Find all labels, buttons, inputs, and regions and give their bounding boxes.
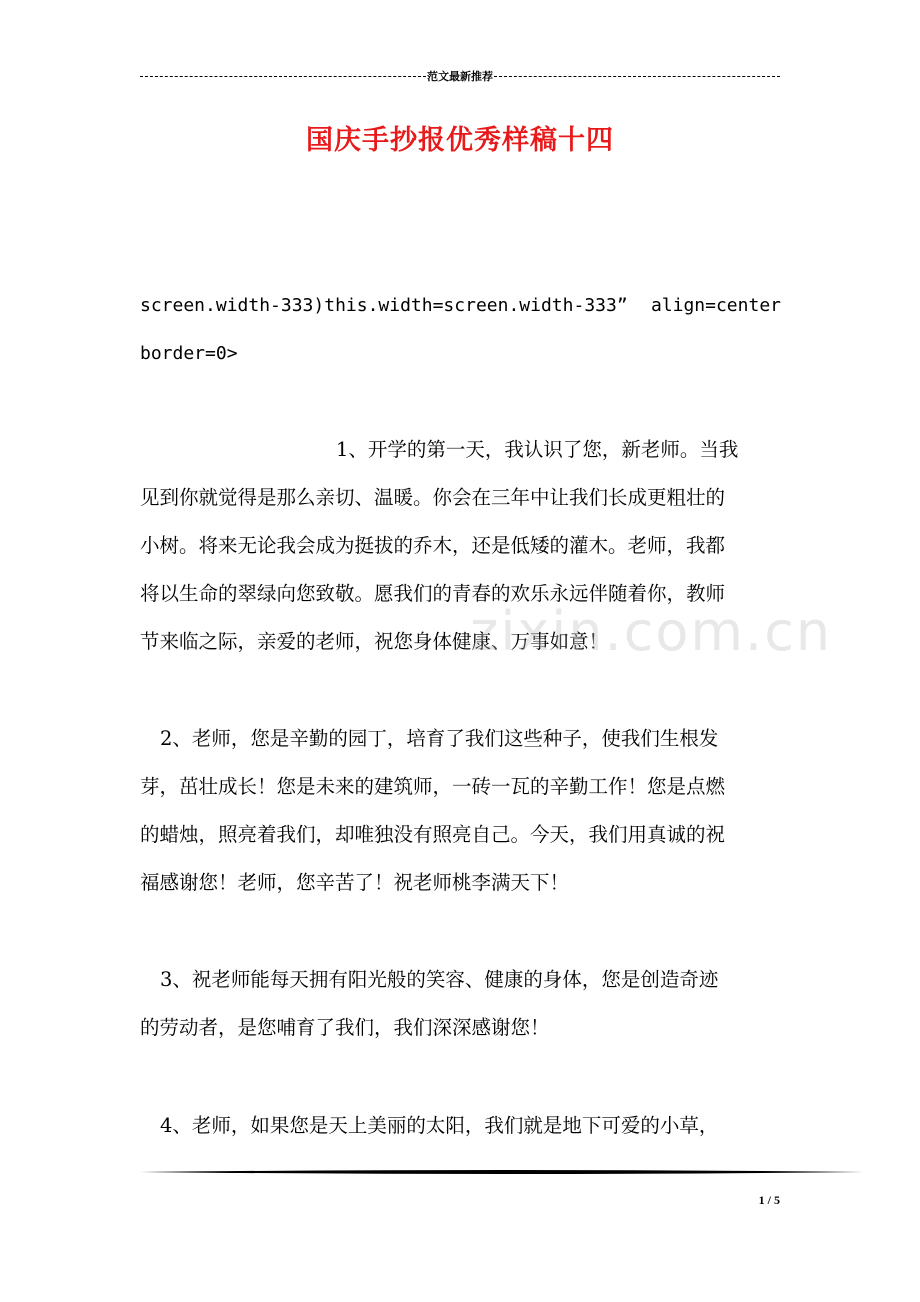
paragraph-line: 小树。将来无论我会成为挺拔的乔木，还是低矮的灌木。老师，我都: [140, 534, 726, 557]
code-line-1: [140, 282, 781, 330]
paragraph-line: 见到你就觉得是那么亲切、温暖。你会在三年中让我们长成更粗壮的: [140, 486, 726, 509]
paragraph-line: 1、开学的第一天，我认识了您，新老师。当我: [336, 438, 739, 461]
code-line-1-right: align=center: [650, 295, 781, 316]
paragraph-line: 芽，茁壮成长！您是未来的建筑师，一砖一瓦的辛勤工作！您是点燃: [140, 775, 726, 798]
footer-divider: [140, 1166, 864, 1178]
header-label: 范文最新推荐: [427, 70, 493, 83]
paragraph-line: 4、老师，如果您是天上美丽的太阳，我们就是地下可爱的小草，: [160, 1114, 719, 1137]
watermark: zixin.com.cn: [470, 600, 833, 663]
paragraph-line: 2、老师，您是辛勤的园丁，培育了我们这些种子，使我们生根发: [160, 727, 719, 750]
paragraph-line: 的蜡烛，照亮着我们，却唯独没有照亮自己。今天，我们用真诚的祝: [140, 823, 726, 846]
page-number: 1 / 5: [758, 1193, 780, 1207]
paragraph-line: 将以生命的翠绿向您致敬。愿我们的青春的欢乐永远伴随着你，教师: [140, 582, 726, 605]
document-title: 国庆手抄报优秀样稿十四: [306, 125, 614, 156]
paragraph-2: [140, 715, 781, 907]
paragraph-line: 的劳动者，是您哺育了我们，我们深深感谢您！: [140, 1016, 550, 1039]
paragraph-line: 福感谢您！老师，您辛苦了！祝老师桃李满天下！: [140, 871, 570, 894]
paragraph-4: [140, 1102, 781, 1150]
code-line-1-left: screen.width-333)this.width=screen.width-333”: [140, 295, 628, 316]
header-dash-right: [494, 76, 780, 77]
footer-divider-shape: [140, 1170, 864, 1174]
paragraph-line: 3、祝老师能每天拥有阳光般的笑容、健康的身体，您是创造奇迹: [160, 968, 719, 991]
page-header: [140, 68, 780, 84]
code-line-2: border=0>: [140, 343, 238, 364]
paragraph-3: [140, 956, 781, 1052]
header-dash-left: [140, 76, 426, 77]
paragraph-line: 节来临之际，亲爱的老师，祝您身体健康、万事如意！: [140, 630, 609, 653]
